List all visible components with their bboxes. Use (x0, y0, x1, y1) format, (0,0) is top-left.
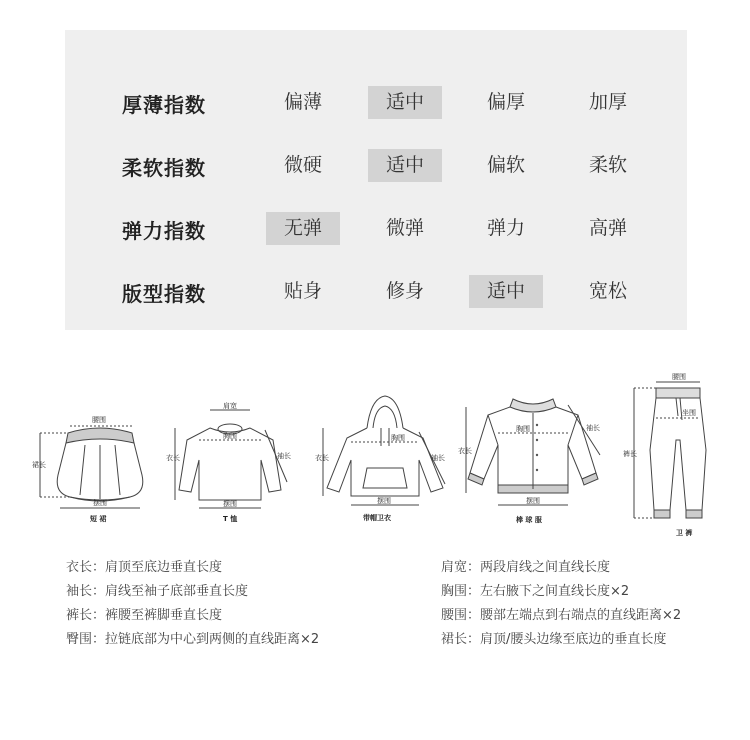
option: 柔软 (588, 154, 627, 176)
skirt-illustration (30, 405, 165, 525)
baseball-hem-label: 摆围 (526, 497, 540, 505)
baseball-chest-label: 胸围 (516, 425, 530, 433)
option: 微硬 (283, 154, 322, 176)
pants-waist-label: 腰围 (672, 373, 686, 381)
definition-line: 肩宽：两段肩线之间直线长度 (441, 560, 611, 575)
option-selected: 适中 (469, 275, 543, 308)
tshirt-hem-label: 摆围 (223, 500, 237, 508)
hoodie-length-label: 衣长 (315, 454, 329, 462)
definition-line: 衣长：肩顶至底边垂直长度 (66, 560, 223, 575)
definitions-left (66, 556, 319, 652)
hoodie-chest-label: 胸围 (391, 434, 405, 442)
option: 偏厚 (486, 91, 525, 113)
index-row-thickness (65, 84, 687, 124)
row-label: 弹力指数 (122, 219, 206, 243)
option: 偏软 (486, 154, 525, 176)
index-row-softness (65, 147, 687, 187)
definition-line: 袖长：肩线至袖子底部垂直长度 (66, 584, 249, 599)
skirt-length-label: 裙长 (32, 461, 46, 469)
pants-hip-label: 坐围 (682, 409, 696, 417)
pants-length-label: 裤长 (623, 450, 637, 458)
skirt-hem-label: 摆围 (93, 499, 107, 507)
definitions-right (441, 556, 681, 652)
tshirt-diagram (165, 400, 295, 525)
option: 高弹 (588, 217, 627, 239)
option-selected: 无弹 (266, 212, 340, 245)
option: 加厚 (588, 91, 627, 113)
pants-caption: 卫 裤 (676, 529, 693, 537)
row-label: 版型指数 (122, 282, 206, 306)
skirt-waist-label: 腰围 (92, 416, 106, 424)
index-row-elasticity (65, 210, 687, 250)
tshirt-shoulder-label: 肩宽 (223, 402, 237, 410)
pants-illustration (620, 370, 725, 540)
skirt-caption: 短 裙 (90, 515, 107, 523)
hoodie-illustration (315, 388, 450, 525)
baseball-caption: 棒 球 服 (516, 516, 542, 524)
tshirt-sleeve-label: 袖长 (277, 452, 291, 460)
fabric-index-panel (65, 30, 687, 330)
option: 偏薄 (283, 91, 322, 113)
tshirt-chest-label: 胸围 (223, 432, 237, 440)
definition-line: 裙长：肩顶/腰头边缘至底边的垂直长度 (441, 632, 667, 647)
hoodie-hem-label: 摆围 (377, 497, 391, 505)
definition-line: 腰围：腰部左端点到右端点的直线距离×2 (441, 608, 682, 623)
tshirt-length-label: 衣长 (166, 454, 180, 462)
definition-line: 臀围：拉链底部为中心到两侧的直线距离×2 (66, 632, 320, 647)
definition-line: 裤长：裤腰至裤脚垂直长度 (66, 608, 223, 623)
option: 宽松 (588, 280, 627, 302)
tshirt-caption: T 恤 (223, 515, 238, 523)
hoodie-diagram (315, 388, 450, 525)
hoodie-caption: 带帽卫衣 (363, 514, 391, 522)
skirt-diagram (30, 405, 165, 525)
baseball-length-label: 衣长 (458, 447, 472, 455)
option-selected: 适中 (368, 86, 442, 119)
option: 修身 (385, 280, 424, 302)
index-row-fit (65, 273, 687, 313)
baseball-jacket-diagram (458, 385, 608, 525)
pants-diagram (620, 370, 725, 540)
baseball-sleeve-label: 袖长 (586, 424, 600, 432)
row-label: 柔软指数 (122, 156, 206, 180)
baseball-jacket-illustration (458, 385, 608, 525)
option: 弹力 (486, 217, 525, 239)
row-label: 厚薄指数 (122, 93, 206, 117)
measurement-diagrams (0, 360, 750, 545)
option: 贴身 (283, 280, 322, 302)
definition-line: 胸围：左右腋下之间直线长度×2 (441, 584, 630, 599)
option: 微弹 (385, 217, 424, 239)
option-selected: 适中 (368, 149, 442, 182)
tshirt-illustration (165, 400, 295, 525)
hoodie-sleeve-label: 袖长 (431, 454, 445, 462)
